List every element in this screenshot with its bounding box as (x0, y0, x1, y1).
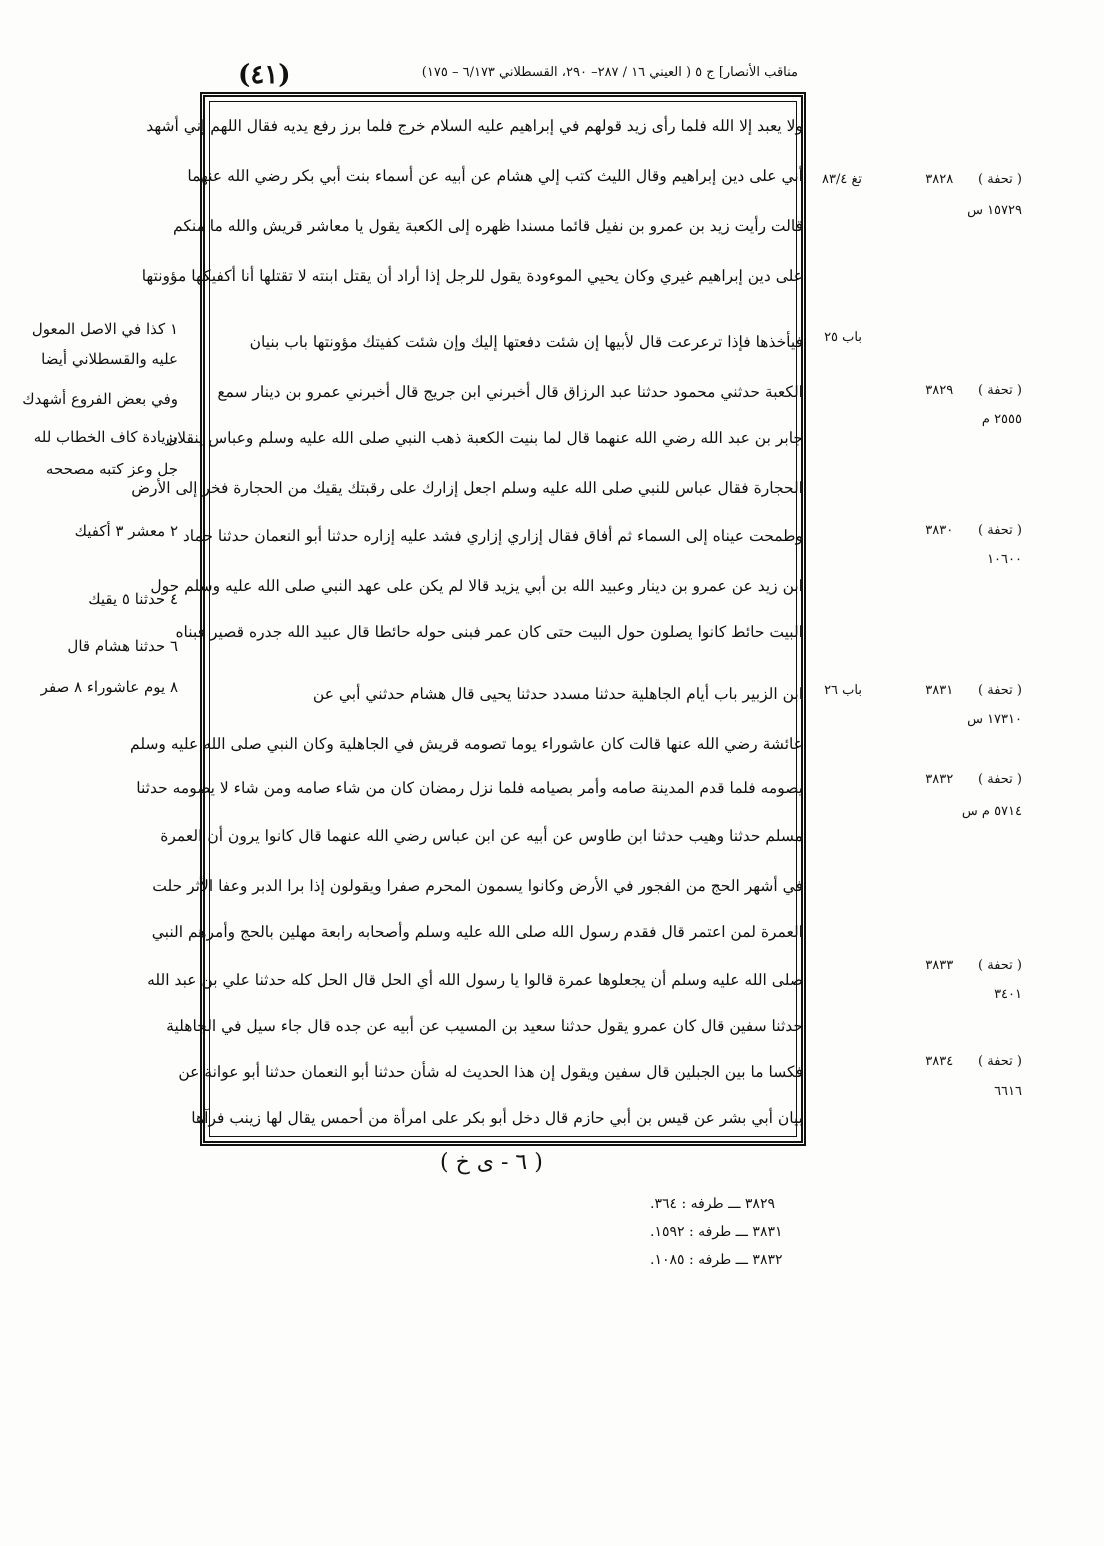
tuhfa-ref: ( تحفة ) ٣٨٣٠ (925, 523, 1022, 538)
tuhfa-ref: ( تحفة ) ٣٨٣٤ (925, 1054, 1022, 1069)
tuhfa-extra: ٥٧١٤ م س (961, 804, 1022, 819)
text-line: الحجارة فقال عباس للنبي صلى الله عليه وسلم اجعل إزارك على رقبتك يقيك من الحجارة فخر إلى الأرض (131, 479, 803, 497)
page-number: (٤١) (238, 60, 291, 90)
tuhfa-extra: ٢٥٥٥ م (981, 412, 1022, 427)
text-line: جابر بن عبد الله رضي الله عنهما قال لما بنيت الكعبة ذهب النبي صلى الله عليه وسلم وعباس ينقلان (165, 429, 803, 447)
tuhfa-ref: ( تحفة ) ٣٨٣٣ (925, 958, 1022, 973)
hadith-code: تغ ٨٣/٤ (822, 172, 862, 187)
tuhfa-ref: ( تحفة ) ٣٨٣٢ (925, 772, 1022, 787)
text-line: قالت رأيت زيد بن عمرو بن نفيل قائما مسندا ظهره إلى الكعبة يقول يا معاشر قريش والله ما منكم (173, 217, 803, 235)
tuhfa-extra: ٦٦١٦ (994, 1084, 1022, 1099)
signature-mark: ( ٦ - ى خ ) (440, 1150, 543, 1175)
text-line: أني على دين إبراهيم وقال الليث كتب إلي هشام عن أبيه عن أسماء بنت أبي بكر رضي الله عنهما (187, 167, 803, 185)
text-line: في أشهر الحج من الفجور في الأرض وكانوا يسمون المحرم صفرا ويقولون إذا برا الدبر وعفا الأثر حلت (152, 877, 803, 895)
margin-note: عليه والقسطلاني أيضا (41, 350, 178, 368)
text-line: ابن زيد عن عمرو بن دينار وعبيد الله بن أبي يزيد قالا لم يكن على عهد النبي صلى الله عليه وسلم حول (150, 577, 803, 595)
bab-label: باب ٢٥ (824, 330, 862, 345)
footer-ref: ٣٨٣٢ ـــ طرفه : ١٠٨٥. (650, 1252, 783, 1268)
tuhfa-ref: ( تحفة ) ٣٨٢٩ (925, 383, 1022, 398)
text-line: حدثنا سفين قال كان عمرو يقول حدثنا سعيد بن المسيب عن أبيه عن جده قال جاء سيل في الجاهلية (166, 1017, 803, 1035)
text-line: يصومه فلما قدم المدينة صامه وأمر بصيامه فلما نزل رمضان كان من شاء صامه ومن شاء لا يصومه حدثنا (136, 779, 803, 797)
text-line: البيت حائط كانوا يصلون حول البيت حتى كان عمر فبنى حوله حائطا قال عبيد الله جدره قصير فبناه (175, 623, 803, 641)
tuhfa-ref: ( تحفة ) ٣٨٢٨ (925, 172, 1022, 187)
text-line: وطمحت عيناه إلى السماء ثم أفاق فقال إزاري إزاري فشد عليه إزاره حدثنا أبو النعمان حدثنا حماد (182, 527, 803, 545)
text-line: صلى الله عليه وسلم أن يجعلوها عمرة قالوا يا رسول الله أي الحل قال الحل كله حدثنا علي بن عبد الله (147, 971, 803, 989)
tuhfa-extra: ٣٤٠١ (994, 987, 1022, 1002)
margin-note: بزيادة كاف الخطاب لله (33, 428, 178, 446)
page-header (0, 60, 1104, 90)
text-line: عائشة رضي الله عنها قالت كان عاشوراء يوما تصومه قريش في الجاهلية وكان النبي صلى الله عليه وسلم (130, 735, 803, 753)
margin-note: ٦ حدثنا هشام قال (67, 637, 178, 655)
margin-note: ٢ معشر ٣ أكفيك (74, 522, 178, 540)
margin-note: ١ كذا في الاصل المعول (31, 320, 178, 338)
margin-note: ٤ حدثنا ٥ يقيك (88, 590, 178, 608)
tuhfa-extra: ١٥٧٢٩ س (967, 203, 1022, 218)
text-line: ابن الزبير باب أيام الجاهلية حدثنا مسدد حدثنا يحيى قال هشام حدثني أبي عن (312, 685, 803, 703)
running-head: مناقب الأنصار] ج ٥ ( العيني ١٦ / ٢٨٧– ٢٩٠، القسطلاني ٦/١٧٣ – ١٧٥) (421, 65, 798, 80)
bab-label: باب ٢٦ (824, 683, 862, 698)
text-line: الكعبة حدثني محمود حدثنا عبد الرزاق قال أخبرني ابن جريج قال أخبرني عمرو بن دينار سمع (217, 383, 803, 401)
text-line: العمرة لمن اعتمر قال فقدم رسول الله صلى الله عليه وسلم وأصحابه رابعة مهلين بالحج وأمرهم النبي (151, 923, 803, 941)
text-line: فكسا ما بين الجبلين قال سفين ويقول إن هذا الحديث له شأن حدثنا أبو النعمان حدثنا أبو عوانة عن (178, 1063, 803, 1081)
tuhfa-extra: ١٠٦٠٠ (987, 552, 1022, 567)
margin-note: ٨ يوم عاشوراء ٨ صفر (40, 678, 178, 696)
text-line: على دين إبراهيم غيري وكان يحيي الموءودة يقول للرجل إذا أراد أن يقتل ابنته لا تقتلها أنا أكفيكها مؤونتها (141, 267, 803, 285)
text-line: ولا يعبد إلا الله فلما رأى زيد قولهم في إبراهيم عليه السلام خرج فلما برز رفع يديه فقال اللهم إني أشهد (146, 117, 803, 135)
tuhfa-ref: ( تحفة ) ٣٨٣١ (925, 683, 1022, 698)
text-line: مسلم حدثنا وهيب حدثنا ابن طاوس عن أبيه عن ابن عباس رضي الله عنهما قال كانوا يرون أن العمرة (160, 827, 803, 845)
text-line: فيأخذها فإذا ترعرعت قال لأبيها إن شئت دفعتها إليك وإن شئت كفيتك مؤونتها باب بنيان (249, 333, 803, 351)
footer-ref: ٣٨٢٩ ـــ طرفه : ٣٦٤. (650, 1196, 775, 1212)
margin-note: جل وعز كتبه مصححه (45, 460, 178, 478)
tuhfa-extra: ١٧٣١٠ س (967, 712, 1022, 727)
footer-ref: ٣٨٣١ ـــ طرفه : ١٥٩٢. (650, 1224, 783, 1240)
text-line: بيان أبي بشر عن قيس بن أبي حازم قال دخل أبو بكر على امرأة من أحمس يقال لها زينب فرآها (191, 1109, 803, 1127)
margin-note: وفي بعض الفروع أشهدك (22, 390, 178, 408)
